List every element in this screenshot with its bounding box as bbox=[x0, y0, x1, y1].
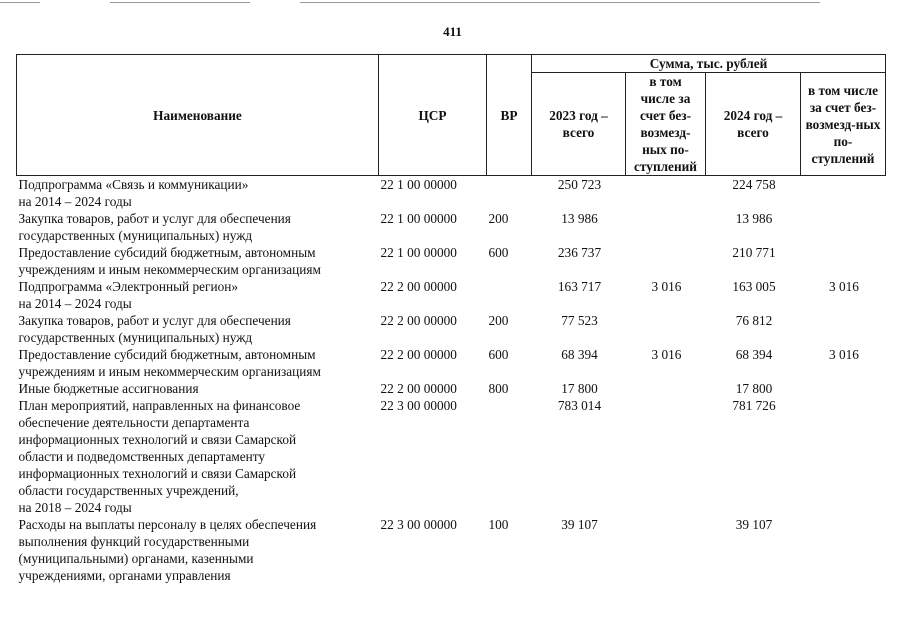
row-vr: 600 bbox=[488, 245, 509, 260]
table-row bbox=[17, 244, 886, 278]
row-2023-grants bbox=[626, 176, 706, 211]
row-2024-grants bbox=[801, 312, 886, 346]
row-vr: 200 bbox=[488, 313, 509, 328]
row-2023-grants: 3 016 bbox=[651, 279, 682, 294]
row-vr: 800 bbox=[488, 381, 509, 396]
row-2024-grants bbox=[801, 380, 886, 397]
table-row bbox=[17, 397, 886, 516]
header-2024-total: 2024 год – всего bbox=[706, 73, 801, 176]
row-csr: 22 3 00 00000 bbox=[380, 398, 457, 413]
row-csr: 22 2 00 00000 bbox=[380, 279, 457, 294]
row-2023-grants bbox=[626, 210, 706, 244]
row-2024-total: 17 800 bbox=[735, 381, 773, 396]
scan-artifact-line bbox=[0, 2, 40, 3]
table-row bbox=[17, 312, 886, 346]
row-2023-total: 13 986 bbox=[561, 211, 598, 226]
table-row bbox=[17, 346, 886, 380]
table-row bbox=[17, 176, 886, 211]
row-name: Подпрограмма «Связь и коммуникации» на 2014 – 2024 годы bbox=[18, 177, 249, 209]
header-2023-grants: в том числе за счет без-возмезд-ных по-ступлений bbox=[626, 73, 706, 176]
row-name: Расходы на выплаты персоналу в целях обеспечения выполнения функций государственными (муниципальными) органами, казенными учреждениями, органами управления bbox=[18, 517, 317, 583]
row-vr bbox=[487, 397, 532, 516]
row-2023-grants bbox=[626, 312, 706, 346]
row-2023-grants: 3 016 bbox=[651, 347, 682, 362]
row-2024-total: 39 107 bbox=[735, 517, 773, 532]
row-name: Закупка товаров, работ и услуг для обеспечения государственных (муниципальных) нужд bbox=[18, 211, 291, 243]
header-csr: ЦСР bbox=[379, 55, 487, 176]
row-2023-total: 77 523 bbox=[561, 313, 598, 328]
row-2024-total: 68 394 bbox=[735, 347, 773, 362]
row-2024-total: 13 986 bbox=[735, 211, 773, 226]
header-2023-total: 2023 год – всего bbox=[532, 73, 626, 176]
row-2023-total: 163 717 bbox=[557, 279, 602, 294]
row-vr bbox=[487, 278, 532, 312]
budget-table bbox=[16, 54, 886, 584]
header-sum-group: Сумма, тыс. рублей bbox=[532, 55, 886, 73]
row-name: План мероприятий, направленных на финансовое обеспечение деятельности департамента информационных технологий и связи Самарской области и подведомственных департаменту информационных технологий и связи Самарской области государственных учреждений, на 2018 – 2024 годы bbox=[18, 398, 301, 515]
table-row bbox=[17, 210, 886, 244]
row-name: Иные бюджетные ассигнования bbox=[18, 381, 199, 396]
row-2023-total: 783 014 bbox=[557, 398, 602, 413]
header-name: Наименование bbox=[17, 55, 379, 176]
row-name: Закупка товаров, работ и услуг для обеспечения государственных (муниципальных) нужд bbox=[18, 313, 291, 345]
row-2024-grants bbox=[801, 397, 886, 516]
row-2024-total: 76 812 bbox=[735, 313, 773, 328]
row-2024-grants: 3 016 bbox=[829, 347, 859, 362]
row-2023-total: 250 723 bbox=[557, 177, 602, 192]
row-2023-total: 39 107 bbox=[561, 517, 598, 532]
row-2024-grants bbox=[801, 210, 886, 244]
row-name: Предоставление субсидий бюджетным, автономным учреждениям и иным некоммерческим организациям bbox=[18, 347, 321, 379]
row-2024-grants bbox=[801, 176, 886, 211]
row-vr: 100 bbox=[488, 517, 509, 532]
row-vr: 200 bbox=[488, 211, 509, 226]
row-2023-total: 68 394 bbox=[561, 347, 598, 362]
header-2024-grants: в том числе за счет без-возмезд-ных по-ступлений bbox=[801, 73, 886, 176]
row-2024-grants: 3 016 bbox=[829, 279, 859, 294]
row-2023-total: 17 800 bbox=[561, 381, 598, 396]
row-2024-total: 210 771 bbox=[732, 245, 776, 260]
row-2023-grants bbox=[626, 397, 706, 516]
table-row bbox=[17, 516, 886, 584]
row-csr: 22 1 00 00000 bbox=[380, 245, 457, 260]
scan-artifact-line bbox=[300, 2, 820, 3]
row-name: Подпрограмма «Электронный регион» на 2014 – 2024 годы bbox=[18, 279, 238, 311]
row-2024-total: 781 726 bbox=[732, 398, 776, 413]
row-csr: 22 2 00 00000 bbox=[380, 313, 457, 328]
row-vr: 600 bbox=[488, 347, 509, 362]
row-2023-total: 236 737 bbox=[557, 245, 602, 260]
row-2024-total: 163 005 bbox=[732, 279, 776, 294]
row-csr: 22 2 00 00000 bbox=[380, 347, 457, 362]
table-row bbox=[17, 278, 886, 312]
row-csr: 22 2 00 00000 bbox=[380, 381, 457, 396]
row-vr bbox=[487, 176, 532, 211]
table-row bbox=[17, 380, 886, 397]
row-2023-grants bbox=[626, 244, 706, 278]
scan-artifact-line bbox=[110, 2, 250, 3]
row-2024-grants bbox=[801, 244, 886, 278]
row-2023-grants bbox=[626, 380, 706, 397]
page-number: 411 bbox=[443, 24, 462, 39]
row-2024-grants bbox=[801, 516, 886, 584]
row-csr: 22 1 00 00000 bbox=[380, 177, 457, 192]
header-vr: ВР bbox=[487, 55, 532, 176]
row-2024-total: 224 758 bbox=[732, 177, 776, 192]
table-header bbox=[17, 55, 886, 176]
row-2023-grants bbox=[626, 516, 706, 584]
row-name: Предоставление субсидий бюджетным, автономным учреждениям и иным некоммерческим организациям bbox=[18, 245, 321, 277]
row-csr: 22 1 00 00000 bbox=[380, 211, 457, 226]
table-body bbox=[17, 176, 886, 585]
row-csr: 22 3 00 00000 bbox=[380, 517, 457, 532]
